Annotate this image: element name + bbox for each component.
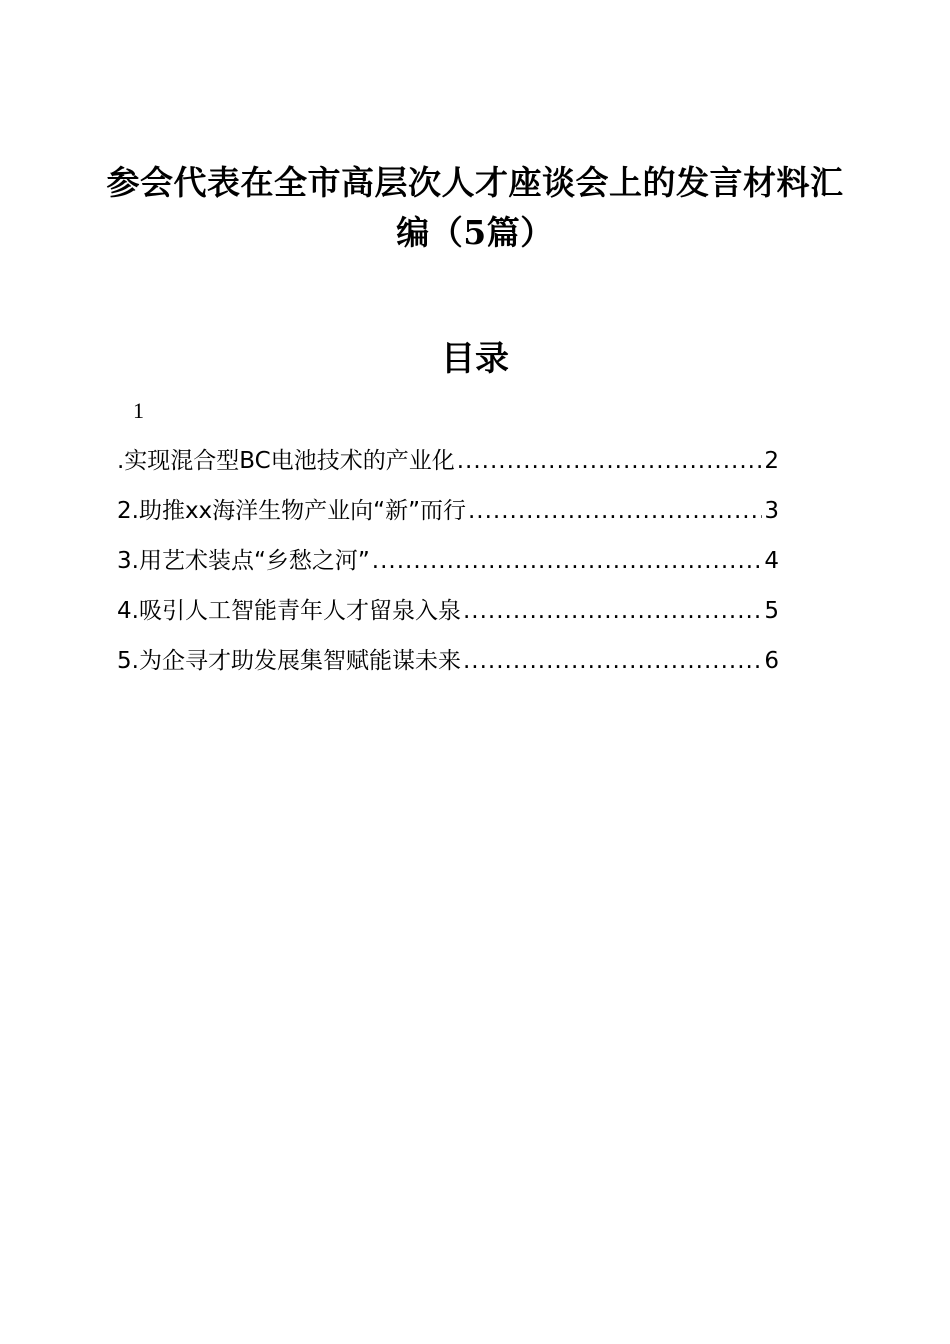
toc-number-marker: 1 [133,398,144,423]
toc-page-number: 3 [764,498,779,524]
toc-page-number: 6 [764,648,779,674]
toc-entry-title: .实现混合型BC电池技术的产业化 [117,448,455,474]
toc-entry-1[interactable] [117,441,779,491]
toc-entry-title: 4.吸引人工智能青年人才留泉入泉 [117,598,461,624]
toc-entry-title: 3.用艺术装点“乡愁之河” [117,548,370,574]
toc-dot-leader [463,641,762,681]
toc-page-number: 5 [764,598,779,624]
table-of-contents [117,441,779,691]
toc-heading: 目录 [441,339,509,379]
toc-dot-leader [372,541,763,581]
toc-dot-leader [463,591,762,631]
toc-dot-leader [457,441,763,481]
toc-entry-4[interactable] [117,591,779,641]
toc-page-number: 4 [764,548,779,574]
toc-page-number: 2 [764,448,779,474]
document-title: 参会代表在全市高层次人才座谈会上的发言材料汇编（5篇） [106,163,844,252]
toc-entry-2[interactable] [117,491,779,541]
toc-entry-5[interactable] [117,641,779,691]
toc-dot-leader [468,491,762,531]
toc-entry-title: 2.助推xx海洋生物产业向“新”而行 [117,498,466,524]
toc-entry-3[interactable] [117,541,779,591]
toc-entry-title: 5.为企寻才助发展集智赋能谋未来 [117,648,461,674]
